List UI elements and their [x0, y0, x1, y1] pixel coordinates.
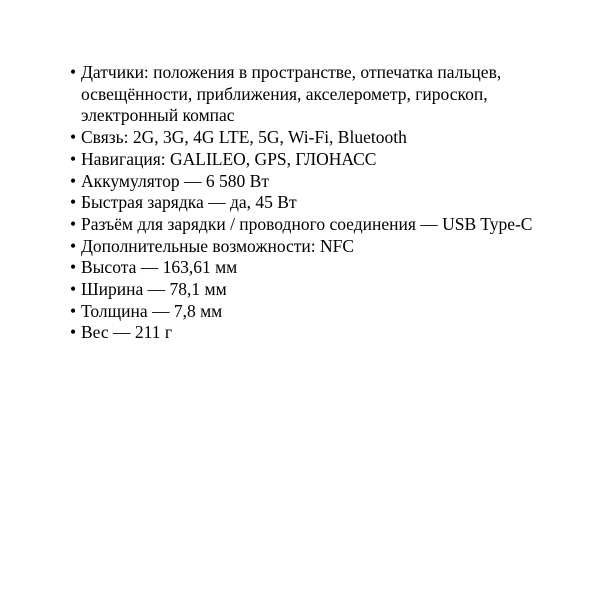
- spec-item-height: [70, 257, 570, 279]
- bullet-icon: •: [70, 127, 77, 148]
- spec-text: Датчики: положения в пространстве, отпечатка пальцев, освещённости, приближения, акселерометр, гироскоп, электронный компас: [81, 62, 502, 126]
- bullet-icon: •: [70, 148, 77, 169]
- spec-item-width: [70, 279, 570, 301]
- spec-item-connectivity: [70, 127, 570, 149]
- bullet-icon: •: [70, 322, 77, 343]
- spec-item-fast-charging: [70, 192, 570, 214]
- spec-item-battery: [70, 171, 570, 193]
- spec-text: Аккумулятор — 6 580 Вт: [81, 170, 269, 191]
- spec-text: Быстрая зарядка — да, 45 Вт: [81, 192, 297, 213]
- spec-text: Толщина — 7,8 мм: [81, 300, 223, 321]
- bullet-icon: •: [70, 213, 77, 234]
- spec-item-extra-features: [70, 236, 570, 258]
- bullet-icon: •: [70, 235, 77, 256]
- spec-item-thickness: [70, 301, 570, 323]
- spec-text: Высота — 163,61 мм: [81, 257, 238, 278]
- spec-item-navigation: [70, 149, 570, 171]
- spec-text: Разъём для зарядки / проводного соединения — USB Type-C: [81, 213, 533, 234]
- bullet-icon: •: [70, 300, 77, 321]
- bullet-icon: •: [70, 62, 77, 82]
- spec-text: Дополнительные возможности: NFC: [81, 235, 355, 256]
- spec-text: Связь: 2G, 3G, 4G LTE, 5G, Wi-Fi, Bluetooth: [81, 127, 407, 148]
- spec-item-connector: [70, 214, 570, 236]
- bullet-icon: •: [70, 170, 77, 191]
- spec-item-weight: [70, 322, 570, 344]
- bullet-icon: •: [70, 192, 77, 213]
- bullet-icon: •: [70, 279, 77, 300]
- spec-list: [70, 62, 570, 344]
- spec-item-sensors: [70, 62, 570, 127]
- spec-text: Навигация: GALILEO, GPS, ГЛОНАСС: [81, 148, 377, 169]
- spec-text: Вес — 211 г: [81, 322, 173, 343]
- bullet-icon: •: [70, 257, 77, 278]
- spec-text: Ширина — 78,1 мм: [81, 279, 227, 300]
